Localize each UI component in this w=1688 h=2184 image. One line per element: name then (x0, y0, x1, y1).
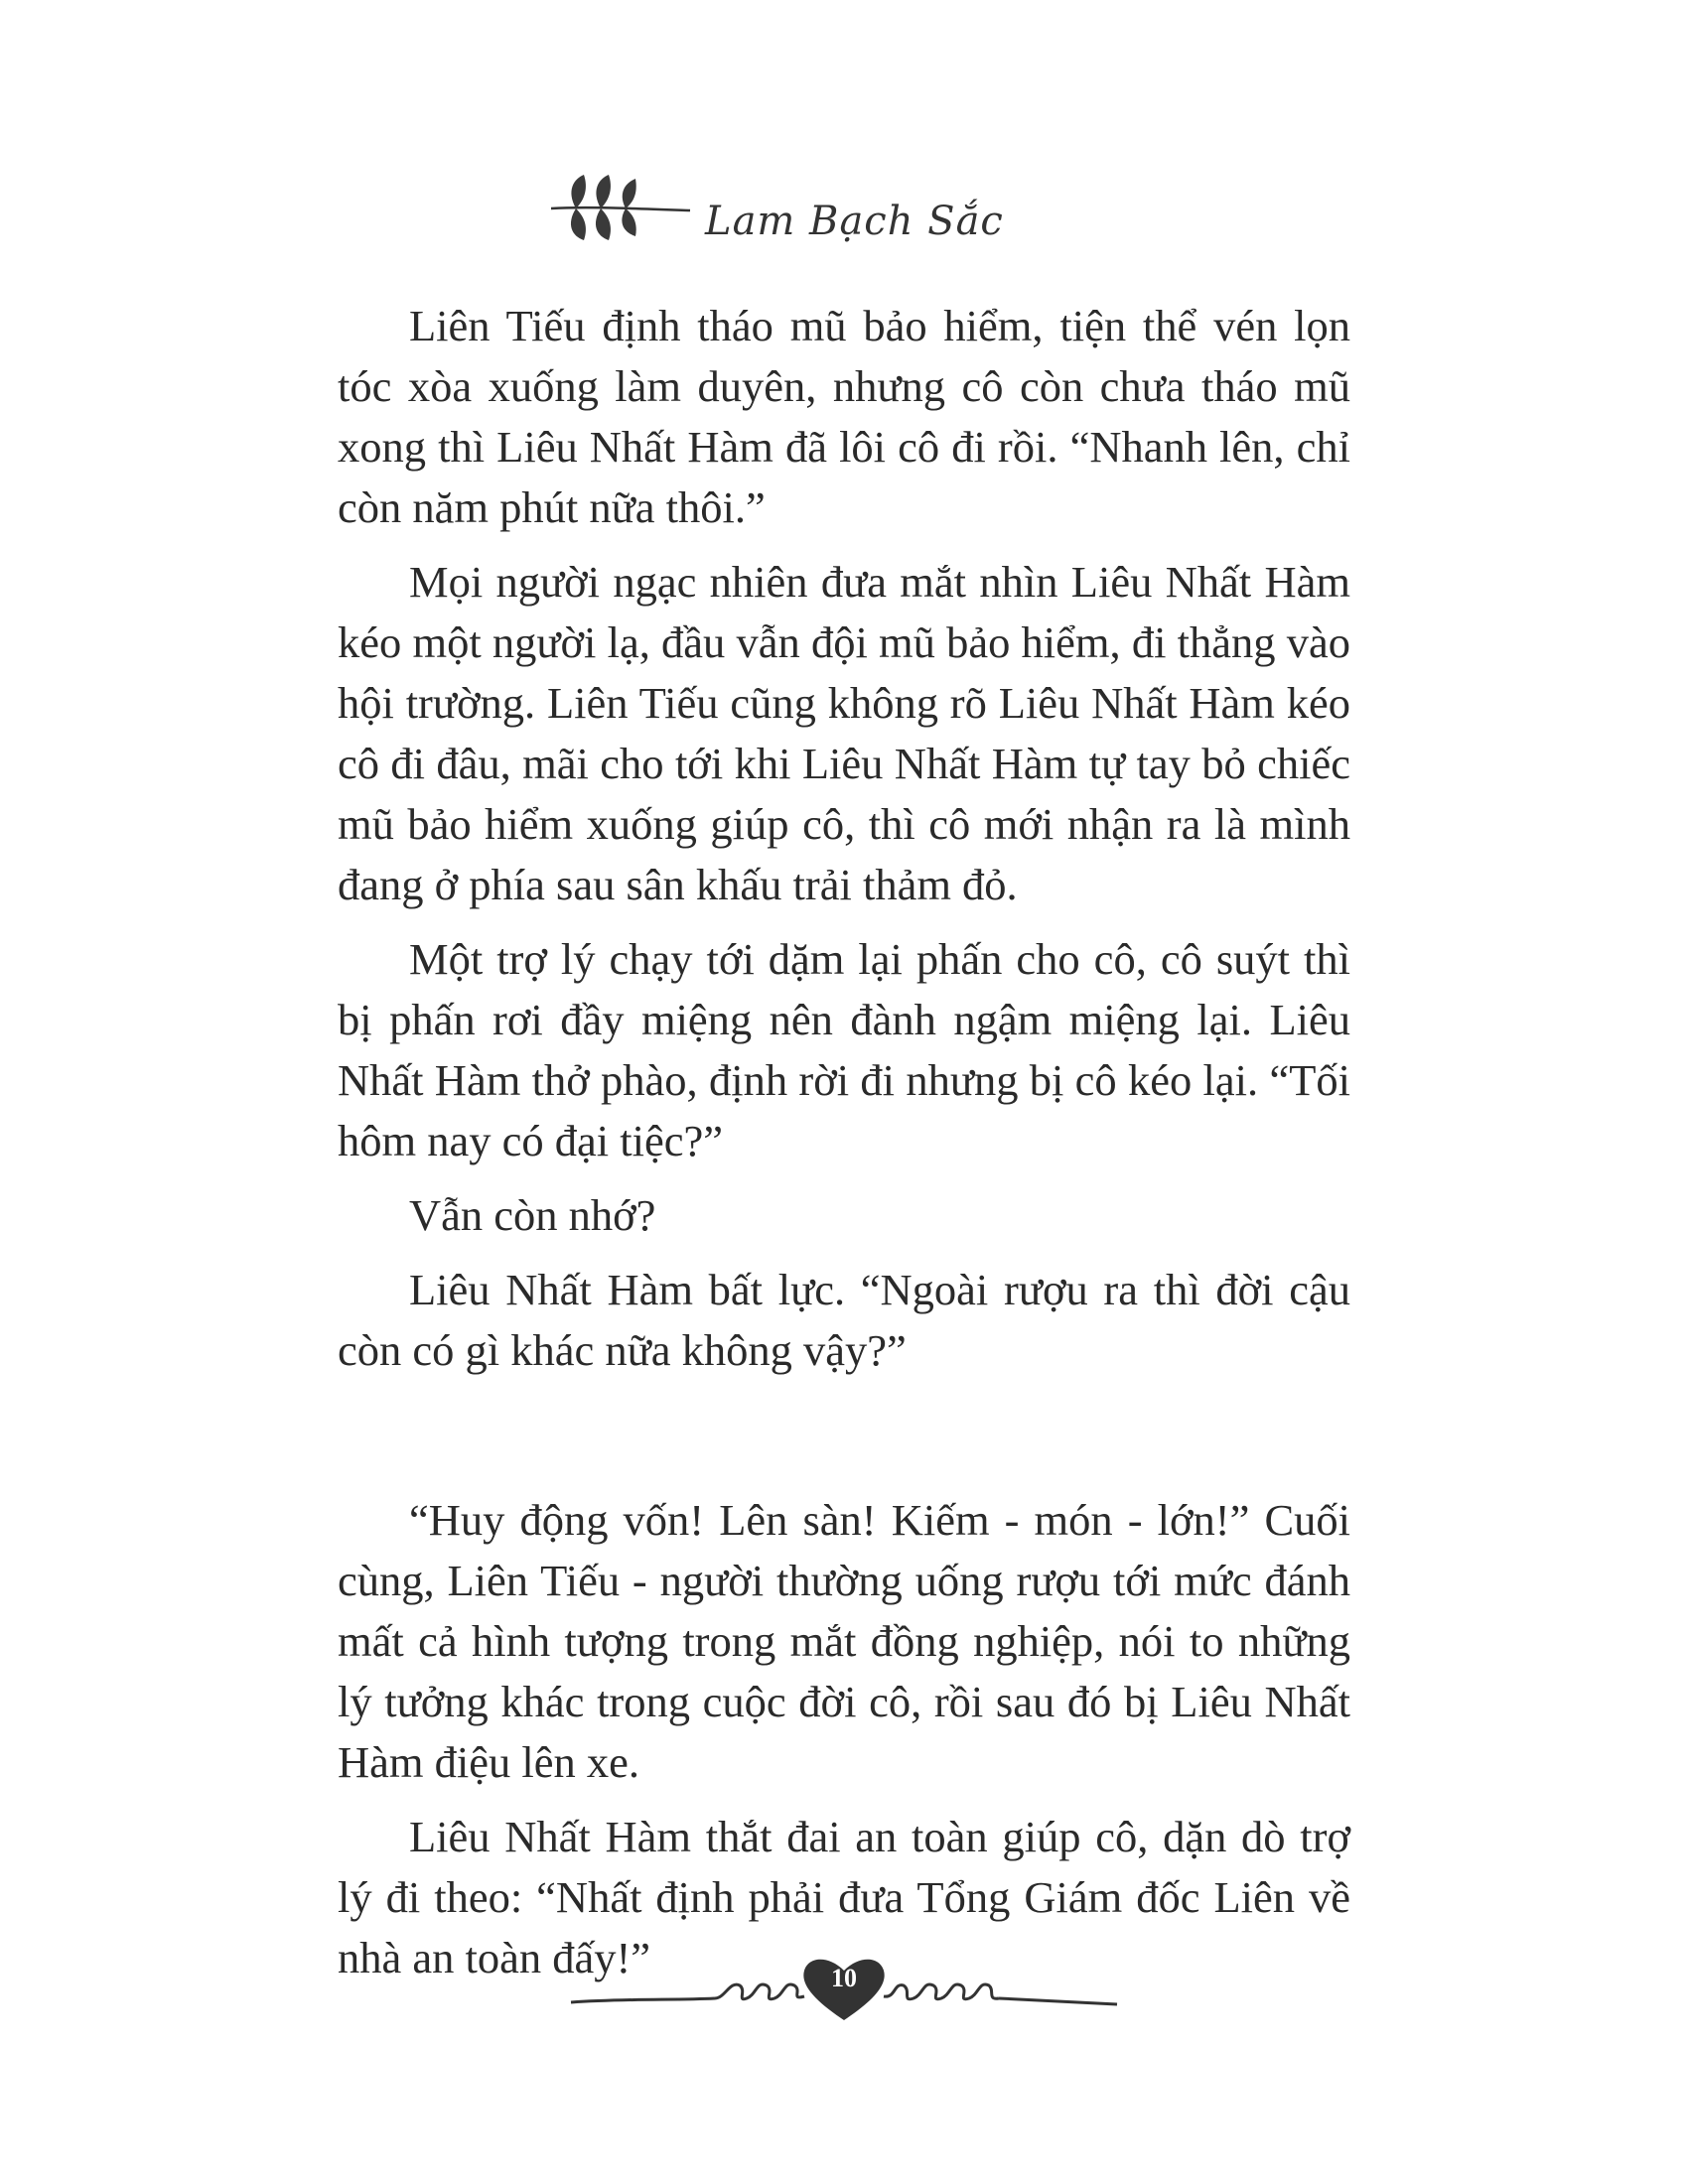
paragraph: Vẫn còn nhớ? (409, 1190, 656, 1240)
paragraph: “Huy động vốn! Lên sàn! Kiếm - món - lớn!” Cuối cùng, Liên Tiếu - người thường uống rượu tới mức đánh mất cả hình tượng trong mắt đồng nghiệp, nói to những lý tưởng khác trong cuộc đời cô, rồi sau đó bị Liêu Nhất Hàm điệu lên xe. (338, 1495, 1350, 1787)
page-footer (566, 1941, 1122, 2040)
page-number: 10 (831, 1964, 857, 1992)
body-text (338, 296, 1350, 2002)
paragraph: Liêu Nhất Hàm bất lực. “Ngoài rượu ra thì đời cậu còn có gì khác nữa không vậy?” (338, 1265, 1350, 1375)
paragraph: Liêu Nhất Hàm thắt đai an toàn giúp cô, dặn dò trợ lý đi theo: “Nhất định phải đưa Tổng Giám đốc Liên về nhà an toàn đấy!” (338, 1812, 1350, 1982)
paragraph: Mọi người ngạc nhiên đưa mắt nhìn Liêu Nhất Hàm kéo một người lạ, đầu vẫn đội mũ bảo hiểm, đi thẳng vào hội trường. Liên Tiếu cũng không rõ Liêu Nhất Hàm kéo cô đi đâu, mãi cho tới khi Liêu Nhất Hàm tự tay bỏ chiếc mũ bảo hiểm xuống giúp cô, thì cô mới nhận ra là mình đang ở phía sau sân khấu trải thảm đỏ. (338, 557, 1350, 909)
paragraph: Liên Tiếu định tháo mũ bảo hiểm, tiện thể vén lọn tóc xòa xuống làm duyên, nhưng cô còn chưa tháo mũ xong thì Liêu Nhất Hàm đã lôi cô đi rồi. “Nhanh lên, chỉ còn năm phút nữa thôi.” (338, 301, 1350, 532)
author-name: Lam Bạch Sắc (705, 199, 1004, 244)
running-header (546, 169, 1102, 268)
leaf-branch-icon (546, 169, 695, 248)
paragraph: Một trợ lý chạy tới dặm lại phấn cho cô, cô suýt thì bị phấn rơi đầy miệng nên đành ngậm miệng lại. Liêu Nhất Hàm thở phào, định rời đi nhưng bị cô kéo lại. “Tối hôm nay có đại tiệc?” (338, 934, 1350, 1165)
